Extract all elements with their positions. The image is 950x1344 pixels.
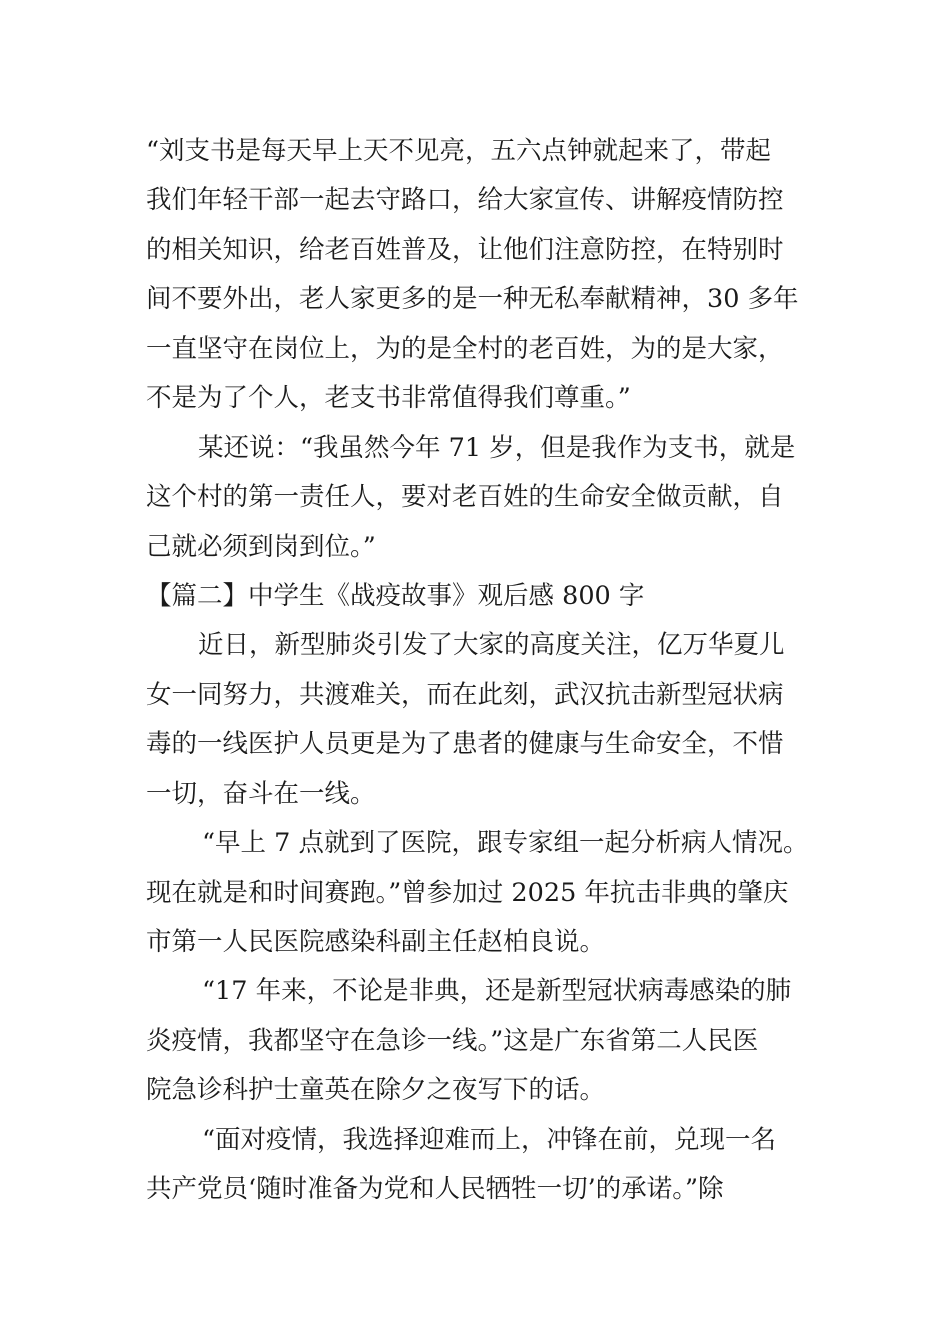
- text-line: 的相关知识，给老百姓普及，让他们注意防控，在特别时: [146, 234, 784, 265]
- text-line: 一切，奋斗在一线。: [146, 778, 376, 809]
- text-line: 毒的一线医护人员更是为了患者的健康与生命安全，不惜: [146, 729, 784, 760]
- text-line: 某还说：“我虽然今年 71 岁，但是我作为支书，就是: [198, 432, 796, 463]
- text-line: 我们年轻干部一起去守路口，给大家宣传、讲解疫情防控: [146, 185, 784, 216]
- text-line: “早上 7 点就到了医院，跟专家组一起分析病人情况。: [202, 828, 809, 859]
- text-line: 一直坚守在岗位上，为的是全村的老百姓，为的是大家，: [146, 333, 784, 364]
- text-line: 炎疫情，我都坚守在急诊一线。”这是广东省第二人民医: [146, 1025, 759, 1056]
- section-heading: 【篇二】中学生《战疫故事》观后感 800 字: [146, 580, 645, 611]
- text-line: “17 年来，不论是非典，还是新型冠状病毒感染的肺: [202, 976, 792, 1007]
- text-line: 共产党员‘随时准备为党和人民牺牲一切’的承诺。”除: [146, 1174, 724, 1205]
- text-line: 女一同努力，共渡难关，而在此刻，武汉抗击新型冠状病: [146, 679, 784, 710]
- text-line: 己就必须到岗到位。”: [146, 531, 376, 562]
- text-line: 间不要外出，老人家更多的是一种无私奉献精神，30 多年: [146, 284, 799, 315]
- text-line: 这个村的第一责任人，要对老百姓的生命安全做贡献，自: [146, 482, 784, 513]
- text-line: 市第一人民医院感染科副主任赵柏良说。: [146, 927, 606, 957]
- text-line: 现在就是和时间赛跑。”曾参加过 2025 年抗击非典的肇庆: [146, 877, 789, 908]
- text-line: 不是为了个人，老支书非常值得我们尊重。”: [146, 383, 631, 414]
- document-body: [146, 127, 808, 1215]
- text-line: 近日，新型肺炎引发了大家的高度关注，亿万华夏儿: [198, 630, 785, 661]
- text-line: “面对疫情，我选择迎难而上，冲锋在前，兑现一名: [202, 1124, 777, 1155]
- text-line: 院急诊科护士童英在除夕之夜写下的话。: [146, 1075, 606, 1106]
- text-line: “刘支书是每天早上天不见亮，五六点钟就起来了，带起: [146, 136, 772, 166]
